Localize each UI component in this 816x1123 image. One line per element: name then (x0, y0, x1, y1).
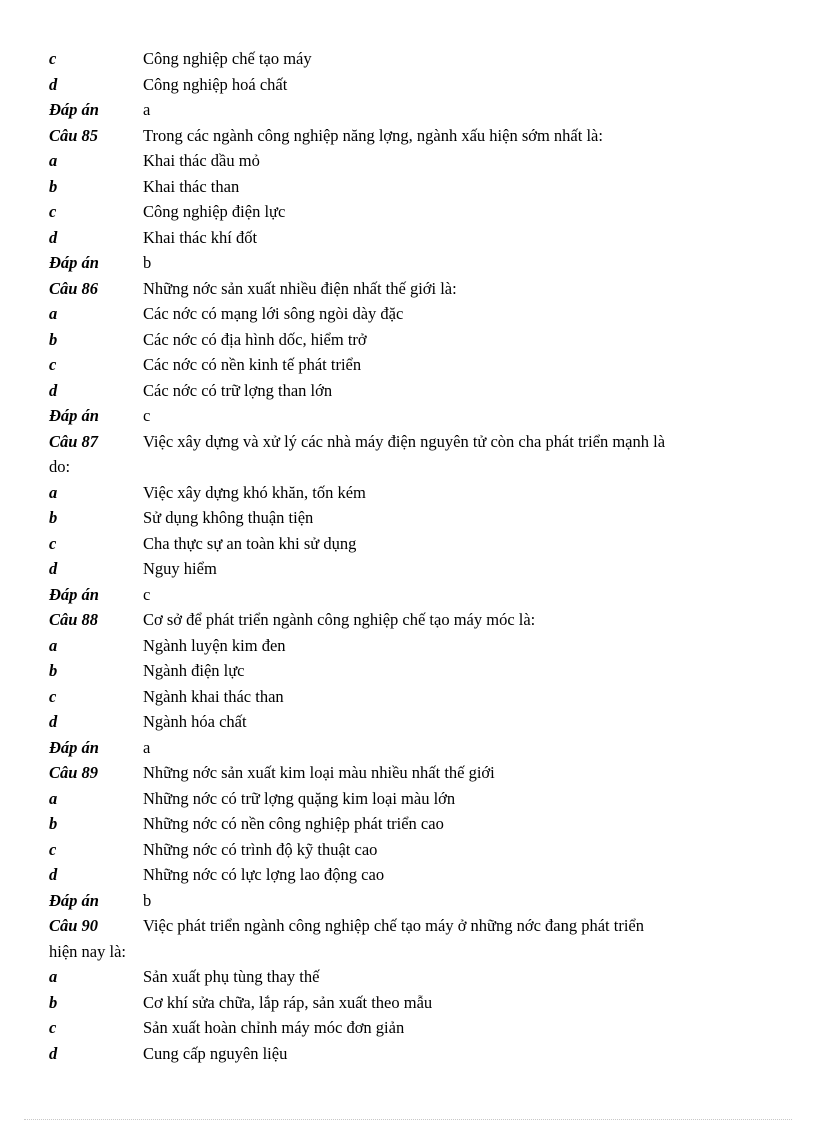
line-label: Đáp án (49, 406, 99, 425)
line-text: Những nớc sản xuất kim loại màu nhiều nhất thế giới (143, 763, 495, 782)
line-label: d (49, 1043, 58, 1063)
line-text: Cung cấp nguyên liệu (143, 1043, 288, 1063)
line-label: b (49, 176, 58, 196)
line-label: d (49, 380, 58, 400)
option-line (49, 72, 769, 98)
line-label: Đáp án (49, 253, 99, 272)
line-text: b (143, 253, 152, 272)
line-label: b (49, 329, 58, 349)
line-label: b (49, 661, 58, 680)
question-line (49, 760, 769, 786)
answer-line (49, 582, 769, 608)
option-line (49, 225, 769, 251)
option-line (49, 505, 769, 531)
option-line (49, 684, 769, 710)
question-line-continuation: do: (49, 457, 71, 476)
line-text: Ngành luyện kim đen (143, 635, 286, 655)
option-line (49, 378, 769, 404)
line-label: b (49, 814, 58, 833)
line-label: Câu 90 (49, 916, 99, 935)
line-label: Câu 86 (49, 278, 99, 298)
line-label: b (49, 992, 58, 1012)
line-text: Khai thác dầu mỏ (143, 151, 260, 170)
line-text: Các nớc có địa hình dốc, hiểm trở (143, 329, 367, 349)
line-label: d (49, 227, 58, 247)
option-line (49, 786, 769, 812)
question-line (49, 123, 769, 149)
line-label: d (49, 74, 58, 94)
line-label: a (49, 788, 58, 808)
line-label: a (49, 304, 58, 323)
option-line (49, 658, 769, 684)
line-label: a (49, 482, 58, 502)
line-text: a (143, 100, 151, 119)
line-label: a (49, 635, 58, 655)
question-line (49, 276, 769, 302)
line-text: Sản xuất phụ tùng thay thế (143, 967, 320, 986)
question-line (49, 429, 769, 455)
line-text: Ngành hóa chất (143, 712, 247, 731)
line-text: Những nớc có lực lợng lao động cao (143, 865, 385, 884)
line-text: Việc xây dựng và xử lý các nhà máy điện nguyên tử còn cha phát triển mạnh là (143, 431, 666, 451)
line-text: Cơ khí sửa chữa, lắp ráp, sản xuất theo mẫu (143, 992, 433, 1012)
line-text: Công nghiệp hoá chất (143, 74, 288, 94)
option-line (49, 199, 769, 225)
line-text: Những nớc có nền công nghiệp phát triển cao (143, 814, 444, 833)
line-label: Câu 85 (49, 125, 99, 145)
line-text: Các nớc có mạng lới sông ngòi dày đặc (143, 304, 404, 323)
line-label: c (49, 355, 57, 374)
option-line (49, 1041, 769, 1067)
question-line (49, 913, 769, 939)
line-label: a (49, 151, 58, 170)
line-label: d (49, 865, 58, 884)
line-text: Những nớc sản xuất nhiều điện nhất thế giới là: (143, 278, 457, 298)
page-bottom-rule (24, 1119, 792, 1120)
answer-line (49, 888, 769, 914)
line-label: c (49, 202, 57, 221)
line-text: Sản xuất hoàn chỉnh máy móc đơn giản (143, 1018, 405, 1037)
line-label: c (49, 686, 57, 706)
option-line (49, 480, 769, 506)
line-text: Cha thực sự an toàn khi sử dụng (143, 533, 357, 553)
option-line (49, 556, 769, 582)
line-text: Khai thác khí đốt (143, 227, 258, 247)
line-text: Việc phát triển ngành công nghiệp chế tạo máy ở những nớc đang phát triển (143, 916, 645, 935)
line-text: Khai thác than (143, 176, 240, 196)
line-text: b (143, 890, 152, 910)
line-label: d (49, 559, 58, 578)
line-label: c (49, 839, 57, 859)
option-line (49, 633, 769, 659)
line-text: Công nghiệp điện lực (143, 202, 286, 221)
line-text: Việc xây dựng khó khăn, tốn kém (143, 482, 366, 502)
line-label: c (49, 49, 57, 68)
answer-line (49, 250, 769, 276)
option-line (49, 990, 769, 1016)
line-text: c (143, 584, 151, 604)
option-line (49, 709, 769, 735)
line-text: Ngành khai thác than (143, 686, 284, 706)
line-label: Đáp án (49, 890, 99, 910)
line-label: a (49, 967, 58, 986)
line-text: Các nớc có trữ lợng than lớn (143, 380, 333, 400)
option-line (49, 327, 769, 353)
line-label: Đáp án (49, 100, 99, 119)
option-line (49, 837, 769, 863)
answer-line (49, 403, 769, 429)
option-line (49, 301, 769, 327)
option-line (49, 964, 769, 990)
question-line-continuation: hiện nay là: (49, 941, 126, 961)
option-line (49, 811, 769, 837)
line-label: Câu 88 (49, 610, 99, 629)
line-label: Câu 87 (49, 431, 99, 451)
line-label: c (49, 533, 57, 553)
answer-line (49, 735, 769, 761)
option-line (49, 862, 769, 888)
option-line (49, 531, 769, 557)
line-text: Sử dụng không thuận tiện (143, 508, 314, 527)
line-label: Đáp án (49, 584, 99, 604)
option-line (49, 352, 769, 378)
option-line (49, 174, 769, 200)
line-text: Nguy hiểm (143, 559, 217, 578)
line-label: Đáp án (49, 737, 99, 757)
line-label: b (49, 508, 58, 527)
option-line (49, 148, 769, 174)
line-text: Những nớc có trữ lợng quặng kim loại màu lớn (143, 788, 456, 808)
document-page (49, 46, 769, 1066)
answer-line (49, 97, 769, 123)
line-label: c (49, 1018, 57, 1037)
line-text: c (143, 406, 151, 425)
line-label: Câu 89 (49, 763, 99, 782)
line-text: Công nghiệp chế tạo máy (143, 49, 312, 68)
line-text: Các nớc có nền kinh tế phát triển (143, 355, 362, 374)
line-text: Ngành điện lực (143, 661, 245, 680)
option-line (49, 1015, 769, 1041)
line-text: Cơ sở để phát triển ngành công nghiệp chế tạo máy móc là: (143, 610, 536, 629)
line-label: d (49, 712, 58, 731)
option-line (49, 46, 769, 72)
line-text: Những nớc có trình độ kỹ thuật cao (143, 839, 378, 859)
line-text: a (143, 737, 151, 757)
question-line (49, 607, 769, 633)
line-text: Trong các ngành công nghiệp năng lợng, ngành xấu hiện sớm nhất là: (143, 125, 603, 145)
